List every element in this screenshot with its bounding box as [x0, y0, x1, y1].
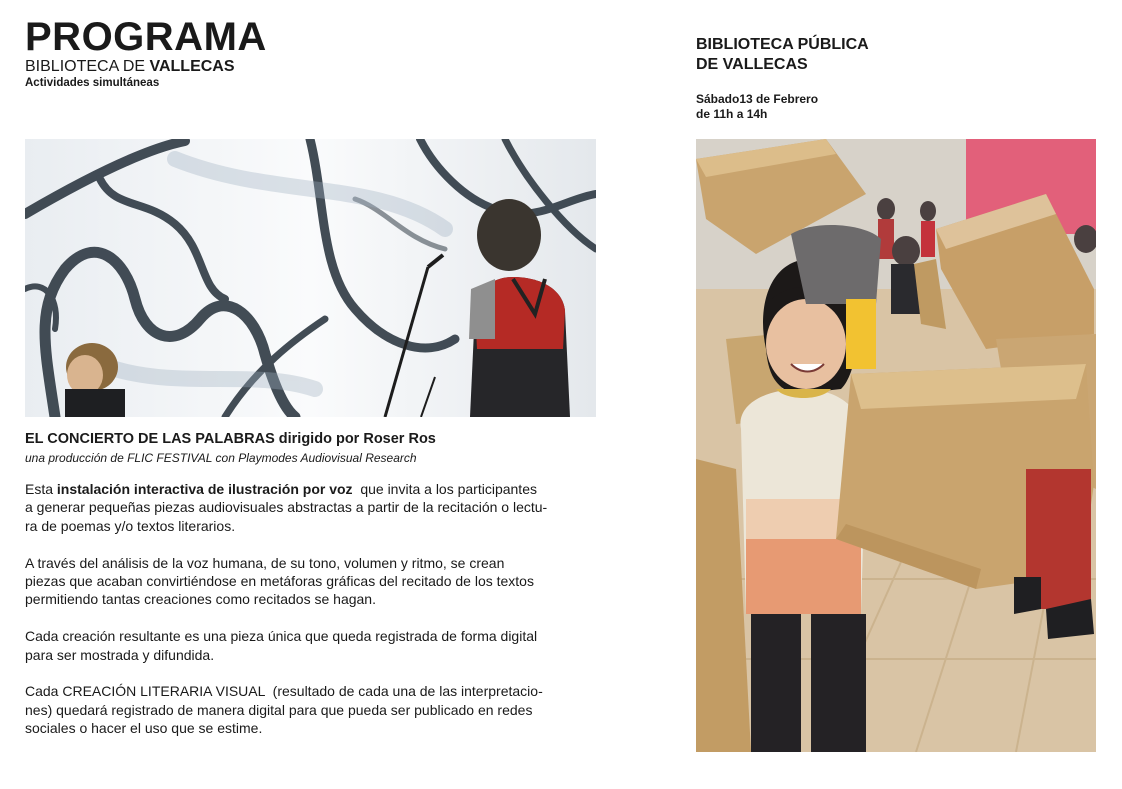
subtitle-prefix: BIBLIOTECA DE — [25, 58, 150, 75]
concert-photo — [25, 139, 596, 417]
library-heading — [696, 35, 869, 75]
subtitle-bold: VALLECAS — [149, 58, 235, 75]
p2-line-3: permitiendo tantas creaciones como recitados se hagan. — [25, 591, 376, 608]
description-paragraph-1 — [25, 480, 597, 535]
p1-line-3: ra de poemas y/o textos literarios. — [25, 517, 236, 534]
event-production: una producción de FLIC FESTIVAL con Playmodes Audiovisual Research — [25, 451, 417, 465]
p1-start: Esta — [25, 481, 57, 497]
p3-line-2: para ser mostrada y difundida. — [25, 646, 215, 663]
p4-line-3: sociales o hacer el uso que se estime. — [25, 720, 263, 737]
event-date-line-1: Sábado13 de Febrero — [696, 92, 819, 106]
event-description — [25, 480, 597, 756]
p1-line-1 — [25, 480, 597, 498]
cardboard-boxes-photo — [696, 139, 1096, 752]
p1-line1-end: que invita a los participantes — [352, 481, 537, 497]
event-date-line-2: de 11h a 14h — [696, 107, 768, 121]
p2-line-1: A través del análisis de la voz humana, de su tono, volumen y ritmo, se crean — [25, 554, 505, 571]
description-paragraph-2 — [25, 554, 597, 609]
description-paragraph-3 — [25, 627, 597, 664]
concert-photo-illustration — [25, 139, 596, 417]
p1-bold: instalación interactiva de ilustración por voz — [56, 481, 353, 497]
p3-line-1: Cada creación resultante es una pieza única que queda registrada de forma digital — [25, 628, 538, 645]
library-heading-line-1: BIBLIOTECA PÚBLICA — [696, 36, 869, 53]
page-subtitle — [25, 58, 235, 76]
page-note: Actividades simultáneas — [25, 77, 160, 89]
library-heading-line-2: DE VALLECAS — [696, 56, 808, 73]
p4-line-2: nes) quedará registrado de manera digital para que pueda ser publicado en redes — [25, 701, 533, 718]
p1-line-2: a generar pequeñas piezas audiovisuales abstractas a partir de la recitación o lectu- — [25, 499, 548, 516]
p4-line-1: Cada CREACIÓN LITERARIA VISUAL (resultado de cada una de las interpretacio- — [25, 683, 543, 700]
description-paragraph-4 — [25, 682, 597, 737]
event-date — [696, 92, 818, 122]
p2-line-2: piezas que acaban convirtiéndose en metáforas gráficas del recitado de los textos — [25, 573, 534, 590]
cardboard-boxes-illustration — [696, 139, 1096, 752]
event-title: EL CONCIERTO DE LAS PALABRAS dirigido por Roser Ros — [25, 431, 436, 447]
page-title: PROGRAMA — [25, 15, 267, 59]
